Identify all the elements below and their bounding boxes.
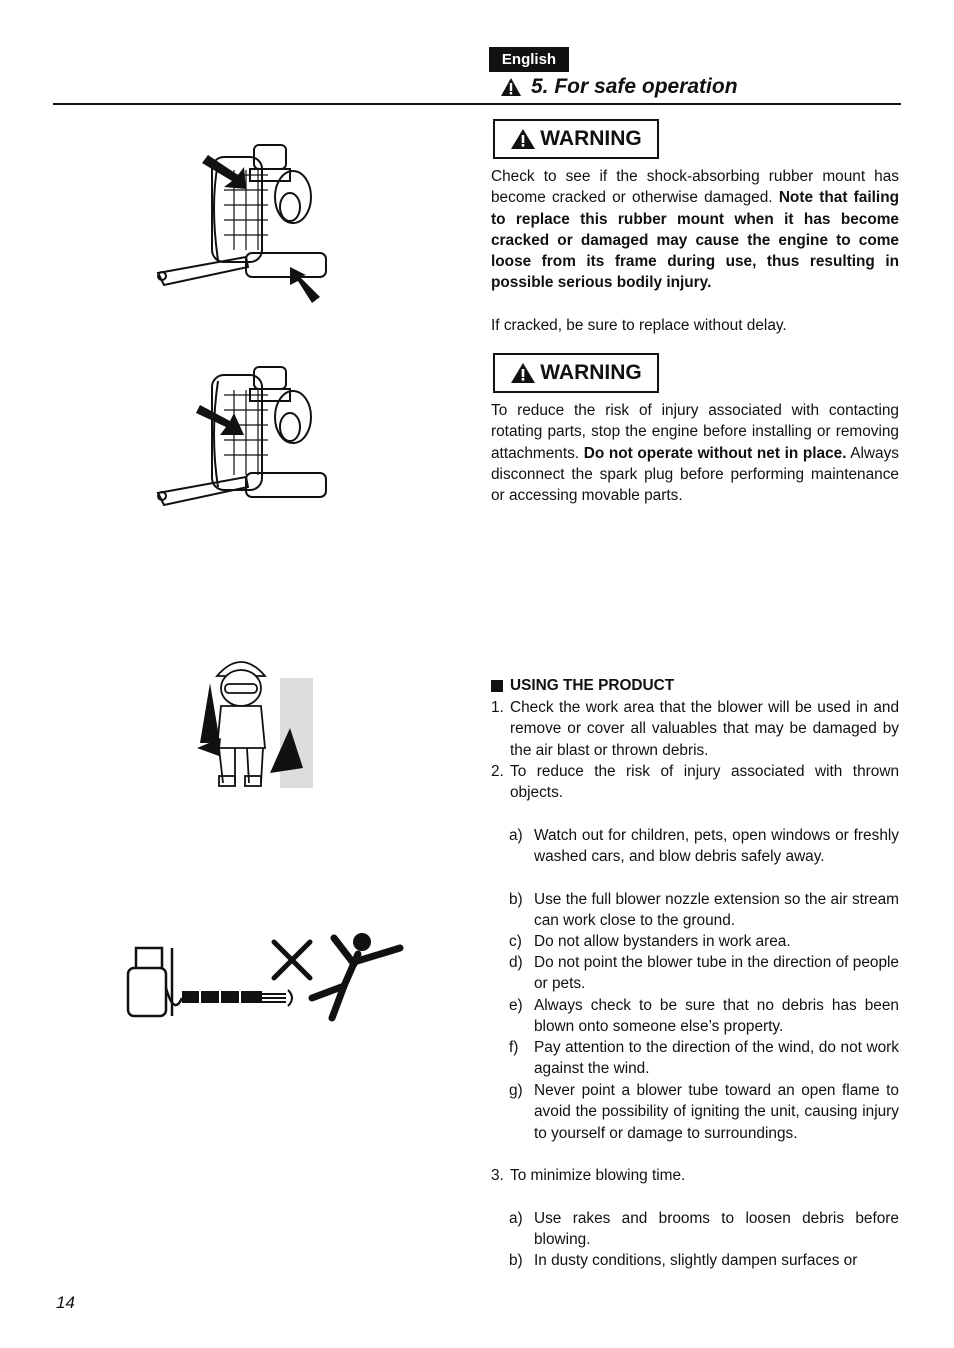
warning-1-note: If cracked, be sure to replace without delay. (491, 317, 787, 334)
list-item-text: In dusty conditions, slightly dampen surfaces or (534, 1252, 858, 1269)
sub-list-item (509, 1250, 899, 1271)
warning-2-plain-1: To reduce the risk of injury associated with contacting rotating parts, stop the engine before installing or removing attachments. (491, 402, 899, 462)
page-number: 14 (56, 1293, 75, 1312)
net-illustration (150, 365, 330, 515)
list-item-text: Do not point the blower tube in the direction of people or pets. (534, 954, 899, 993)
list-item-text: Use the full blower nozzle extension so the air stream can work close to the ground. (534, 891, 899, 930)
warning-2-plain-2: Always disconnect the spark plug before performing maintenance or accessing movable parts. (491, 444, 899, 505)
do-not-point-at-people-illustration (122, 928, 407, 1023)
square-bullet-icon (491, 680, 503, 692)
list-marker: e) (509, 997, 523, 1014)
sub-list-item (509, 1080, 899, 1144)
list-item (491, 761, 899, 804)
warning-box-1 (493, 119, 659, 159)
using-product-heading-text: USING THE PRODUCT (510, 677, 675, 694)
warning-label-1: WARNING (540, 127, 642, 150)
sub-list-item (509, 889, 899, 932)
warning-2-bold: Do not operate without net in place. (583, 444, 847, 462)
language-badge: English (489, 47, 569, 72)
list-item-text: Never point a blower tube toward an open flame to avoid the possibility of igniting the unit, causing injury to yourself or damage to surroundings. (534, 1082, 899, 1142)
sub-list-item (509, 1037, 899, 1080)
list-item-text: To reduce the risk of injury associated with thrown objects. (510, 763, 899, 802)
list-marker: 1. (491, 699, 504, 716)
list-item (491, 697, 899, 761)
rubber-mount-illustration (150, 135, 330, 310)
using-product-heading (491, 677, 674, 695)
sub-list-item (509, 1208, 899, 1251)
list-marker: f) (509, 1039, 519, 1056)
list-marker: d) (509, 954, 523, 971)
section-title (500, 75, 738, 99)
list-marker: a) (509, 827, 523, 844)
list-item (491, 1165, 899, 1186)
sub-list-item (509, 931, 899, 952)
list-item-text: Do not allow bystanders in work area. (534, 933, 791, 950)
list-item-text: To minimize blowing time. (510, 1167, 686, 1184)
sub-list-item (509, 995, 899, 1038)
list-marker: g) (509, 1082, 523, 1099)
list-item-text: Check the work area that the blower will be used in and remove or cover all valuables that may be damaged by the air blast or thrown debris. (510, 699, 899, 759)
warning-triangle-icon (510, 362, 536, 384)
warning-1-plain: Check to see if the shock-absorbing rubber mount has become cracked or otherwise damaged. (491, 168, 899, 207)
warning-triangle-icon (500, 77, 522, 97)
warning-2-text (491, 400, 899, 506)
list-marker: a) (509, 1210, 523, 1227)
warning-1-bold: Note that failing to replace this rubber mount when it has become cracked or damaged may cause the engine to come loose from its frame during use, thus resulting in possible serious bodily injury. (491, 189, 899, 292)
list-item-text: Always check to be sure that no debris has been blown onto someone else’s property. (534, 997, 899, 1036)
list-marker: c) (509, 933, 522, 950)
list-item-text: Watch out for children, pets, open windows or freshly washed cars, and blow debris safely away. (534, 827, 899, 866)
section-title-text: 5. For safe operation (531, 75, 738, 98)
list-marker: 2. (491, 763, 504, 780)
list-marker: b) (509, 1252, 523, 1269)
header-rule (53, 103, 901, 105)
warning-triangle-icon (510, 128, 536, 150)
list-marker: b) (509, 891, 523, 908)
warning-box-2 (493, 353, 659, 393)
list-item-text: Pay attention to the direction of the wind, do not work against the wind. (534, 1039, 899, 1078)
list-item-text: Use rakes and brooms to loosen debris before blowing. (534, 1210, 899, 1249)
sub-list-item (509, 952, 899, 995)
list-marker: 3. (491, 1167, 504, 1184)
warning-1-text (491, 166, 899, 294)
worker-illustration (195, 648, 320, 793)
warning-label-2: WARNING (540, 361, 642, 384)
sub-list-item (509, 825, 899, 868)
